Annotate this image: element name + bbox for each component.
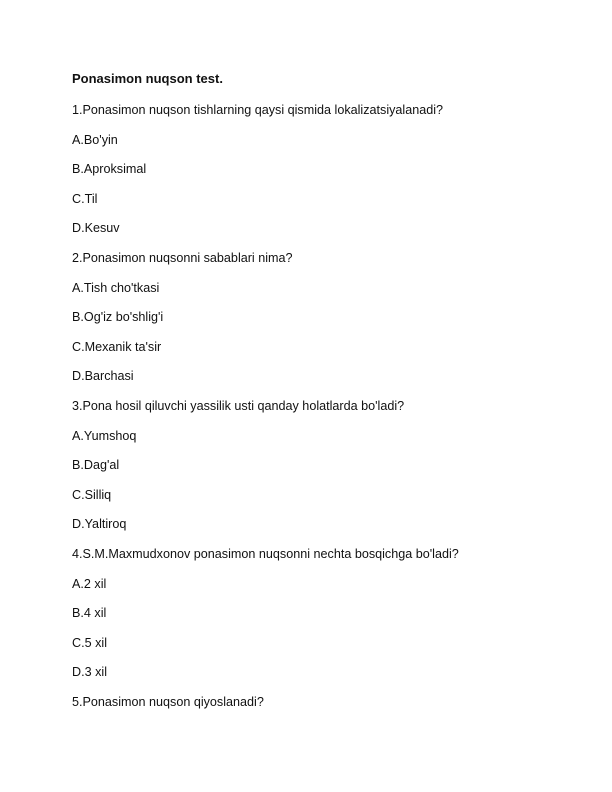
question-2-option-b: B.Og'iz bo'shlig'i (72, 310, 164, 325)
question-1-option-c: C.Til (72, 191, 98, 206)
question-list (72, 102, 459, 723)
question-2-option-d: D.Barchasi (72, 369, 134, 384)
question-3-option-a: A.Yumshoq (72, 428, 137, 443)
question-3: 3.Pona hosil qiluvchi yassilik usti qanday holatlarda bo'ladi? (72, 398, 405, 413)
question-3-option-d: D.Yaltiroq (72, 517, 127, 532)
question-3-option-b: B.Dag'al (72, 458, 120, 473)
question-1-option-a: A.Bo'yin (72, 132, 118, 147)
question-2-option-c: C.Mexanik ta'sir (72, 339, 162, 354)
question-4-option-c: C.5 xil (72, 635, 107, 650)
question-1: 1.Ponasimon nuqson tishlarning qaysi qismida lokalizatsiyalanadi? (72, 103, 444, 117)
question-4-option-a: A.2 xil (72, 576, 107, 591)
question-1-option-d: D.Kesuv (72, 221, 120, 236)
question-5: 5.Ponasimon nuqson qiyoslanadi? (72, 694, 264, 709)
question-2: 2.Ponasimon nuqsonni sabablari nima? (72, 250, 293, 265)
document-title: Ponasimon nuqson test. (72, 71, 223, 86)
question-4: 4.S.M.Maxmudxonov ponasimon nuqsonni nechta bosqichga bo'ladi? (72, 546, 459, 561)
question-4-option-b: B.4 xil (72, 606, 107, 621)
question-1-option-b: B.Aproksimal (72, 162, 147, 177)
question-2-option-a: A.Tish cho'tkasi (72, 280, 160, 295)
question-3-option-c: C.Silliq (72, 487, 112, 502)
question-4-option-d: D.3 xil (72, 665, 107, 680)
